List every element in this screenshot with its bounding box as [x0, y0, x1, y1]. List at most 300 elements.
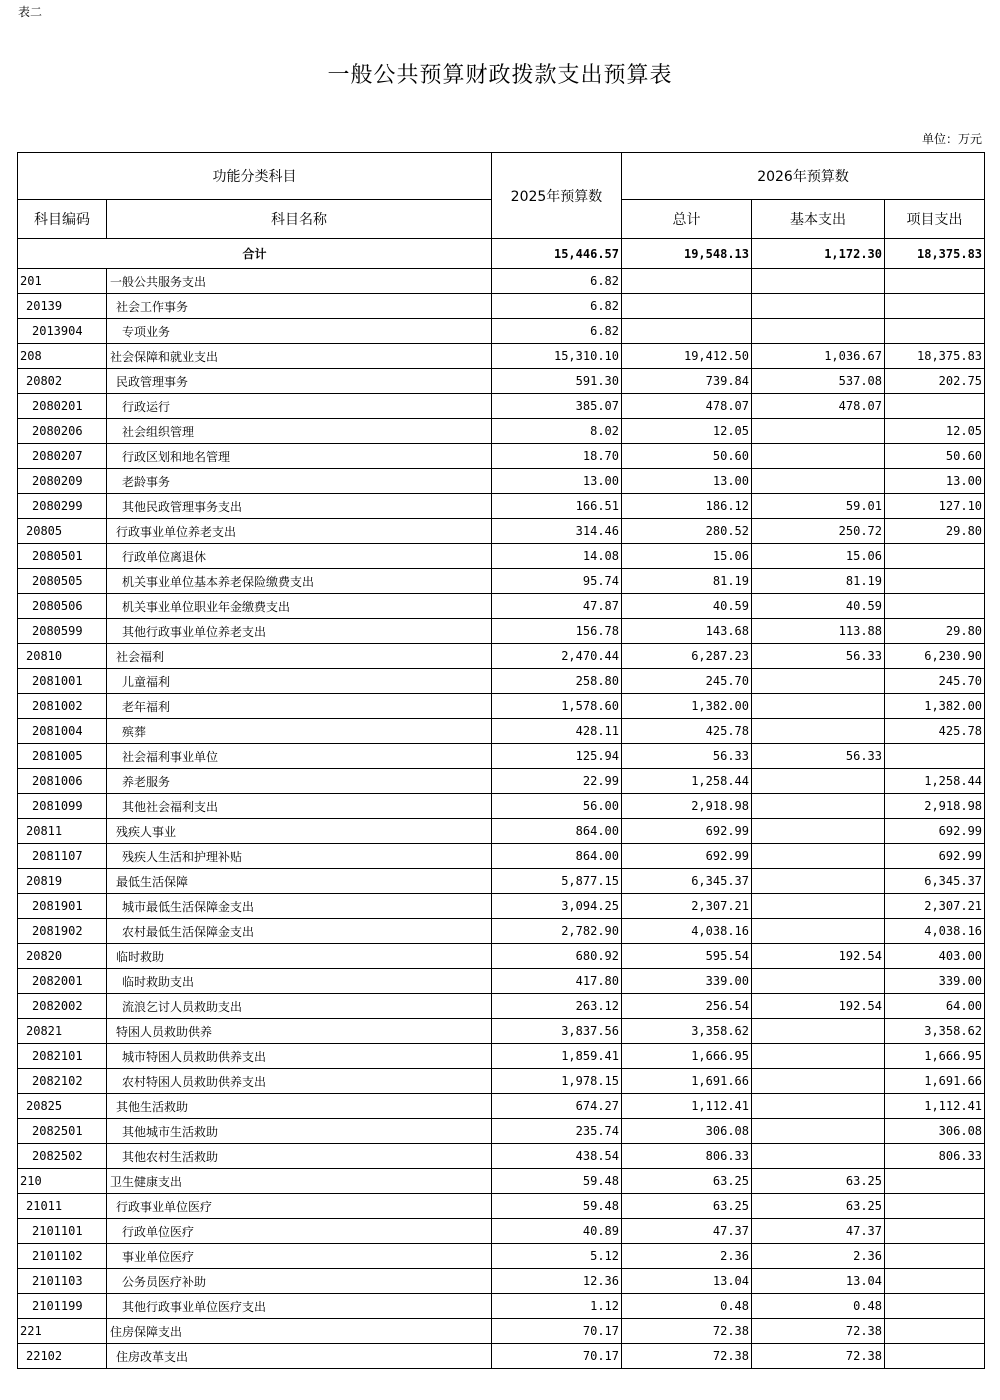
- row-name: 机关事业单位基本养老保险缴费支出: [107, 569, 492, 594]
- row-b2025: 6.82: [492, 269, 622, 294]
- row-project: [885, 569, 985, 594]
- row-code: 20810: [18, 644, 107, 669]
- header-category: 功能分类科目: [18, 153, 492, 200]
- row-name: 临时救助支出: [107, 969, 492, 994]
- row-b2025: 3,837.56: [492, 1019, 622, 1044]
- row-name: 其他城市生活救助: [107, 1119, 492, 1144]
- row-name: 流浪乞讨人员救助支出: [107, 994, 492, 1019]
- row-project: [885, 1219, 985, 1244]
- row-project: 4,038.16: [885, 919, 985, 944]
- table-row: [18, 369, 985, 394]
- row-name: 住房改革支出: [107, 1344, 492, 1369]
- row-code: 20821: [18, 1019, 107, 1044]
- row-b2025: 22.99: [492, 769, 622, 794]
- row-basic: [752, 844, 885, 869]
- row-b2025: 18.70: [492, 444, 622, 469]
- row-basic: [752, 469, 885, 494]
- row-name: 其他生活救助: [107, 1094, 492, 1119]
- row-b2025: 591.30: [492, 369, 622, 394]
- row-basic: [752, 894, 885, 919]
- row-total: 40.59: [622, 594, 752, 619]
- table-row: [18, 594, 985, 619]
- row-name: 行政单位医疗: [107, 1219, 492, 1244]
- row-project: 6,345.37: [885, 869, 985, 894]
- row-project: [885, 594, 985, 619]
- row-basic: 47.37: [752, 1219, 885, 1244]
- row-code: 2080506: [18, 594, 107, 619]
- row-code: 2101199: [18, 1294, 107, 1319]
- row-name: 社会保障和就业支出: [107, 344, 492, 369]
- table-row: [18, 294, 985, 319]
- row-total: 692.99: [622, 844, 752, 869]
- row-basic: 478.07: [752, 394, 885, 419]
- row-project: 245.70: [885, 669, 985, 694]
- row-basic: [752, 419, 885, 444]
- row-name: 特困人员救助供养: [107, 1019, 492, 1044]
- header-basic: 基本支出: [752, 200, 885, 239]
- total-project: 18,375.83: [885, 239, 985, 269]
- row-name: 社会福利: [107, 644, 492, 669]
- row-total: 6,345.37: [622, 869, 752, 894]
- row-project: 29.80: [885, 519, 985, 544]
- header-code: 科目编码: [18, 200, 107, 239]
- row-b2025: 417.80: [492, 969, 622, 994]
- table-row: [18, 1294, 985, 1319]
- row-b2025: 15,310.10: [492, 344, 622, 369]
- row-total: 339.00: [622, 969, 752, 994]
- row-total: 50.60: [622, 444, 752, 469]
- row-basic: 113.88: [752, 619, 885, 644]
- header-budget-2025: 2025年预算数: [492, 153, 622, 239]
- row-project: [885, 394, 985, 419]
- table-row: [18, 519, 985, 544]
- table-row: [18, 1044, 985, 1069]
- row-code: 210: [18, 1169, 107, 1194]
- row-b2025: 5.12: [492, 1244, 622, 1269]
- row-code: 2082101: [18, 1044, 107, 1069]
- row-code: 20825: [18, 1094, 107, 1119]
- row-basic: [752, 694, 885, 719]
- header-total: 总计: [622, 200, 752, 239]
- row-b2025: 166.51: [492, 494, 622, 519]
- row-total: 13.00: [622, 469, 752, 494]
- row-b2025: 2,470.44: [492, 644, 622, 669]
- row-total: 72.38: [622, 1319, 752, 1344]
- row-b2025: 674.27: [492, 1094, 622, 1119]
- table-row: [18, 1269, 985, 1294]
- row-total: 13.04: [622, 1269, 752, 1294]
- row-code: 2101102: [18, 1244, 107, 1269]
- row-name: 其他社会福利支出: [107, 794, 492, 819]
- row-project: 306.08: [885, 1119, 985, 1144]
- row-project: 1,666.95: [885, 1044, 985, 1069]
- table-row: [18, 994, 985, 1019]
- row-basic: 192.54: [752, 944, 885, 969]
- row-basic: 72.38: [752, 1344, 885, 1369]
- row-code: 20802: [18, 369, 107, 394]
- table-row: [18, 1194, 985, 1219]
- row-basic: 13.04: [752, 1269, 885, 1294]
- row-code: 208: [18, 344, 107, 369]
- row-b2025: 6.82: [492, 294, 622, 319]
- row-project: 64.00: [885, 994, 985, 1019]
- table-row: [18, 1069, 985, 1094]
- row-name: 机关事业单位职业年金缴费支出: [107, 594, 492, 619]
- row-total: 63.25: [622, 1169, 752, 1194]
- row-b2025: 1,859.41: [492, 1044, 622, 1069]
- row-name: 公务员医疗补助: [107, 1269, 492, 1294]
- row-code: 2082102: [18, 1069, 107, 1094]
- row-name: 其他农村生活救助: [107, 1144, 492, 1169]
- row-name: 社会福利事业单位: [107, 744, 492, 769]
- row-name: 行政单位离退休: [107, 544, 492, 569]
- row-project: 1,691.66: [885, 1069, 985, 1094]
- table-row: [18, 1319, 985, 1344]
- row-b2025: 5,877.15: [492, 869, 622, 894]
- table-row: [18, 1119, 985, 1144]
- row-b2025: 12.36: [492, 1269, 622, 1294]
- row-code: 2081901: [18, 894, 107, 919]
- row-name: 一般公共服务支出: [107, 269, 492, 294]
- table-row: [18, 769, 985, 794]
- row-basic: 192.54: [752, 994, 885, 1019]
- row-code: 2080209: [18, 469, 107, 494]
- row-total: 12.05: [622, 419, 752, 444]
- row-name: 残疾人事业: [107, 819, 492, 844]
- header-row-1: [18, 153, 985, 200]
- row-name: 农村最低生活保障金支出: [107, 919, 492, 944]
- table-row: [18, 1019, 985, 1044]
- row-project: 1,112.41: [885, 1094, 985, 1119]
- table-row: [18, 669, 985, 694]
- row-basic: 56.33: [752, 744, 885, 769]
- table-row: [18, 619, 985, 644]
- row-code: 2101103: [18, 1269, 107, 1294]
- row-code: 2082001: [18, 969, 107, 994]
- row-code: 2081001: [18, 669, 107, 694]
- row-code: 2082502: [18, 1144, 107, 1169]
- row-b2025: 40.89: [492, 1219, 622, 1244]
- row-code: 21011: [18, 1194, 107, 1219]
- row-project: 1,258.44: [885, 769, 985, 794]
- row-b2025: 59.48: [492, 1194, 622, 1219]
- row-basic: [752, 969, 885, 994]
- row-name: 事业单位医疗: [107, 1244, 492, 1269]
- row-project: 18,375.83: [885, 344, 985, 369]
- row-project: 13.00: [885, 469, 985, 494]
- row-code: 20805: [18, 519, 107, 544]
- row-project: 3,358.62: [885, 1019, 985, 1044]
- row-total: 806.33: [622, 1144, 752, 1169]
- row-name: 城市最低生活保障金支出: [107, 894, 492, 919]
- row-project: 12.05: [885, 419, 985, 444]
- row-name: 行政区划和地名管理: [107, 444, 492, 469]
- row-total: 19,412.50: [622, 344, 752, 369]
- row-b2025: 59.48: [492, 1169, 622, 1194]
- row-project: [885, 1344, 985, 1369]
- table-row: [18, 794, 985, 819]
- row-basic: [752, 769, 885, 794]
- row-code: 2013904: [18, 319, 107, 344]
- row-total: 478.07: [622, 394, 752, 419]
- table-row: [18, 494, 985, 519]
- row-total: 2,918.98: [622, 794, 752, 819]
- row-name: 专项业务: [107, 319, 492, 344]
- row-total: 692.99: [622, 819, 752, 844]
- row-name: 行政运行: [107, 394, 492, 419]
- row-code: 201: [18, 269, 107, 294]
- row-basic: 59.01: [752, 494, 885, 519]
- row-project: [885, 1169, 985, 1194]
- row-name: 其他行政事业单位医疗支出: [107, 1294, 492, 1319]
- row-basic: 81.19: [752, 569, 885, 594]
- row-code: 20820: [18, 944, 107, 969]
- table-row: [18, 469, 985, 494]
- row-name: 老龄事务: [107, 469, 492, 494]
- row-total: 3,358.62: [622, 1019, 752, 1044]
- row-basic: 63.25: [752, 1194, 885, 1219]
- row-b2025: 8.02: [492, 419, 622, 444]
- row-basic: 40.59: [752, 594, 885, 619]
- table-row: [18, 1219, 985, 1244]
- row-basic: 537.08: [752, 369, 885, 394]
- row-project: 29.80: [885, 619, 985, 644]
- row-name: 最低生活保障: [107, 869, 492, 894]
- row-b2025: 235.74: [492, 1119, 622, 1144]
- row-b2025: 56.00: [492, 794, 622, 819]
- table-row: [18, 344, 985, 369]
- table-row: [18, 819, 985, 844]
- table-row: [18, 744, 985, 769]
- row-total: 186.12: [622, 494, 752, 519]
- header-project: 项目支出: [885, 200, 985, 239]
- row-basic: [752, 294, 885, 319]
- row-total: 245.70: [622, 669, 752, 694]
- row-name: 儿童福利: [107, 669, 492, 694]
- row-basic: [752, 444, 885, 469]
- row-total: 1,112.41: [622, 1094, 752, 1119]
- total-basic: 1,172.30: [752, 239, 885, 269]
- row-total: 280.52: [622, 519, 752, 544]
- row-name: 农村特困人员救助供养支出: [107, 1069, 492, 1094]
- row-b2025: 438.54: [492, 1144, 622, 1169]
- row-code: 22102: [18, 1344, 107, 1369]
- row-name: 社会组织管理: [107, 419, 492, 444]
- row-total: 72.38: [622, 1344, 752, 1369]
- row-name: 殡葬: [107, 719, 492, 744]
- row-project: [885, 1269, 985, 1294]
- row-total: 0.48: [622, 1294, 752, 1319]
- row-total: 739.84: [622, 369, 752, 394]
- row-code: 2082501: [18, 1119, 107, 1144]
- row-basic: [752, 1044, 885, 1069]
- row-project: [885, 294, 985, 319]
- row-total: 81.19: [622, 569, 752, 594]
- row-code: 2081902: [18, 919, 107, 944]
- row-code: 20819: [18, 869, 107, 894]
- row-code: 2101101: [18, 1219, 107, 1244]
- row-basic: [752, 319, 885, 344]
- table-row: [18, 1094, 985, 1119]
- row-b2025: 3,094.25: [492, 894, 622, 919]
- row-b2025: 314.46: [492, 519, 622, 544]
- row-name: 行政事业单位医疗: [107, 1194, 492, 1219]
- row-basic: 2.36: [752, 1244, 885, 1269]
- table-row: [18, 444, 985, 469]
- header-budget-2026: 2026年预算数: [622, 153, 985, 200]
- row-project: [885, 1194, 985, 1219]
- row-project: 127.10: [885, 494, 985, 519]
- row-b2025: 1.12: [492, 1294, 622, 1319]
- row-basic: [752, 869, 885, 894]
- row-code: 2081006: [18, 769, 107, 794]
- row-code: 2081099: [18, 794, 107, 819]
- table-row: [18, 869, 985, 894]
- row-project: 806.33: [885, 1144, 985, 1169]
- row-basic: [752, 1094, 885, 1119]
- row-project: 50.60: [885, 444, 985, 469]
- row-code: 2080501: [18, 544, 107, 569]
- row-code: 2080599: [18, 619, 107, 644]
- table-row: [18, 269, 985, 294]
- row-name: 老年福利: [107, 694, 492, 719]
- row-code: 2081005: [18, 744, 107, 769]
- row-basic: [752, 819, 885, 844]
- row-b2025: 125.94: [492, 744, 622, 769]
- row-total: 63.25: [622, 1194, 752, 1219]
- row-basic: 72.38: [752, 1319, 885, 1344]
- table-row: [18, 1169, 985, 1194]
- row-code: 2080201: [18, 394, 107, 419]
- row-total: 1,258.44: [622, 769, 752, 794]
- row-total: 1,382.00: [622, 694, 752, 719]
- row-basic: [752, 669, 885, 694]
- row-total: [622, 294, 752, 319]
- table-row: [18, 544, 985, 569]
- row-basic: [752, 1144, 885, 1169]
- row-b2025: 864.00: [492, 844, 622, 869]
- row-project: [885, 1294, 985, 1319]
- row-total: 595.54: [622, 944, 752, 969]
- row-b2025: 1,578.60: [492, 694, 622, 719]
- table-row: [18, 944, 985, 969]
- row-code: 20139: [18, 294, 107, 319]
- row-b2025: 2,782.90: [492, 919, 622, 944]
- row-total: 425.78: [622, 719, 752, 744]
- row-project: 339.00: [885, 969, 985, 994]
- row-total: 2,307.21: [622, 894, 752, 919]
- table-row: [18, 1144, 985, 1169]
- table-row: [18, 969, 985, 994]
- row-basic: 56.33: [752, 644, 885, 669]
- table-row: [18, 319, 985, 344]
- row-b2025: 14.08: [492, 544, 622, 569]
- row-total: 15.06: [622, 544, 752, 569]
- row-total: 1,691.66: [622, 1069, 752, 1094]
- row-total: 56.33: [622, 744, 752, 769]
- row-project: [885, 1244, 985, 1269]
- row-code: 2082002: [18, 994, 107, 1019]
- row-total: [622, 269, 752, 294]
- table-row: [18, 719, 985, 744]
- row-total: 306.08: [622, 1119, 752, 1144]
- row-project: 425.78: [885, 719, 985, 744]
- row-name: 社会工作事务: [107, 294, 492, 319]
- row-code: 2081002: [18, 694, 107, 719]
- row-code: 2080299: [18, 494, 107, 519]
- row-code: 2080206: [18, 419, 107, 444]
- row-basic: 15.06: [752, 544, 885, 569]
- page-title: 一般公共预算财政拨款支出预算表: [327, 63, 673, 88]
- table-row: [18, 844, 985, 869]
- row-name: 其他民政管理事务支出: [107, 494, 492, 519]
- row-b2025: 1,978.15: [492, 1069, 622, 1094]
- row-total: 6,287.23: [622, 644, 752, 669]
- row-project: [885, 544, 985, 569]
- row-name: 临时救助: [107, 944, 492, 969]
- row-code: 2080207: [18, 444, 107, 469]
- unit-label: 单位：万元: [921, 132, 982, 146]
- row-total: 2.36: [622, 1244, 752, 1269]
- row-b2025: 47.87: [492, 594, 622, 619]
- row-total: 256.54: [622, 994, 752, 1019]
- row-basic: 250.72: [752, 519, 885, 544]
- row-name: 城市特困人员救助供养支出: [107, 1044, 492, 1069]
- row-project: 692.99: [885, 844, 985, 869]
- total-b2025: 15,446.57: [492, 239, 622, 269]
- row-b2025: 13.00: [492, 469, 622, 494]
- row-code: 2081004: [18, 719, 107, 744]
- row-basic: [752, 1119, 885, 1144]
- row-basic: [752, 719, 885, 744]
- row-b2025: 385.07: [492, 394, 622, 419]
- table-label: 表二: [18, 5, 43, 19]
- row-total: 4,038.16: [622, 919, 752, 944]
- row-code: 20811: [18, 819, 107, 844]
- total-total: 19,548.13: [622, 239, 752, 269]
- row-basic: [752, 269, 885, 294]
- row-basic: [752, 919, 885, 944]
- row-code: 2080505: [18, 569, 107, 594]
- row-b2025: 6.82: [492, 319, 622, 344]
- budget-table: [17, 152, 985, 1369]
- row-basic: [752, 1019, 885, 1044]
- row-name: 住房保障支出: [107, 1319, 492, 1344]
- table-row: [18, 694, 985, 719]
- row-b2025: 70.17: [492, 1344, 622, 1369]
- row-total: 47.37: [622, 1219, 752, 1244]
- row-b2025: 258.80: [492, 669, 622, 694]
- row-name: 卫生健康支出: [107, 1169, 492, 1194]
- row-total: [622, 319, 752, 344]
- table-row: [18, 1244, 985, 1269]
- row-total: 1,666.95: [622, 1044, 752, 1069]
- row-project: 692.99: [885, 819, 985, 844]
- row-basic: 1,036.67: [752, 344, 885, 369]
- header-name: 科目名称: [107, 200, 492, 239]
- row-name: 其他行政事业单位养老支出: [107, 619, 492, 644]
- table-row: [18, 919, 985, 944]
- row-code: 2081107: [18, 844, 107, 869]
- table-row: [18, 644, 985, 669]
- total-label: 合计: [18, 239, 492, 269]
- row-project: [885, 269, 985, 294]
- row-project: 1,382.00: [885, 694, 985, 719]
- row-code: 221: [18, 1319, 107, 1344]
- row-basic: 0.48: [752, 1294, 885, 1319]
- row-project: [885, 744, 985, 769]
- row-total: 143.68: [622, 619, 752, 644]
